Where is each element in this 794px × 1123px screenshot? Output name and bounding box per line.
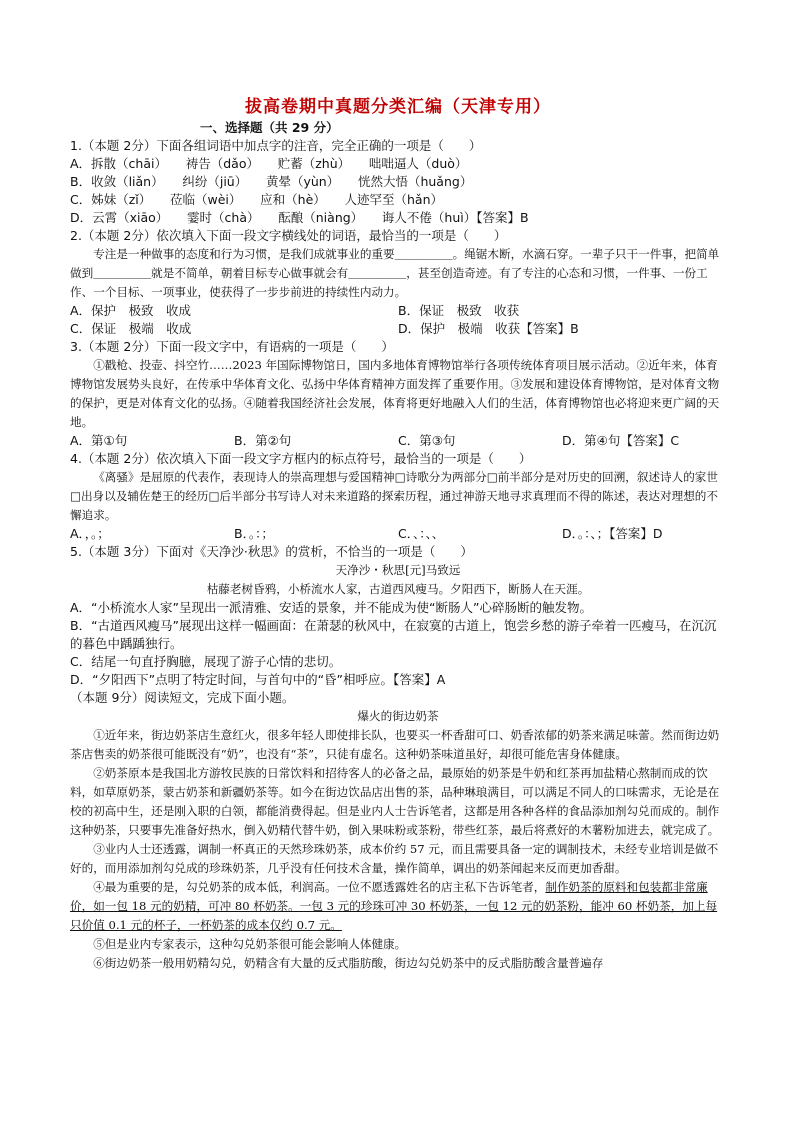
document-page (70, 92, 726, 973)
question-4-option-a: A．，。； (70, 526, 110, 541)
question-5-option-c: C．结尾一句直抒胸臆，展现了游子心情的悲切。 (70, 654, 342, 669)
question-2-option-b: B．保证 极致 收获 (398, 303, 520, 318)
question-5-option-b: B．“古道西风瘦马”展现出这样一幅画面：在萧瑟的秋风中，在寂寞的古道上，饱尝乡愁的游子牵着一匹瘦马，在沉沉的暮色中踽踽独行。 (70, 618, 717, 651)
question-2-option-d: D．保护 极端 收获【答案】B (398, 321, 579, 336)
poem-text: 枯藤老树昏鸦，小桥流水人家，古道西风瘦马。夕阳西下，断肠人在天涯。 (206, 582, 590, 596)
question-3-option-d: D．第④句【答案】C (562, 433, 680, 448)
question-1-stem: 1.（本题 2分）下面各组词语中加点字的注音，完全正确的一项是（ ） (70, 138, 482, 153)
reading-paragraph-6: ⑥街边奶茶一般用奶精勾兑，奶精含有大量的反式脂肪酸，街边勾兑奶茶中的反式脂肪酸含量普遍存 (93, 956, 604, 970)
question-1-option-d: D．云霄（xiāo） 霎时（chà） 酝酿（niàng） 诲人不倦（huì）【答案】B (70, 210, 529, 225)
section-heading: 一、选择题（共 29 分） (200, 120, 339, 135)
question-2-option-c: C．保证 极端 收成 (70, 321, 192, 336)
reading-paragraph-5: ⑤但是业内专家表示，这种勾兑奶茶很可能会影响人体健康。 (93, 937, 407, 951)
reading-paragraph-4 (70, 878, 726, 935)
reading-paragraph-4-underlined: 制作奶茶的原料和包装都非常廉价，如一包 18 元的奶精，可冲 80 杯奶茶。一包 3 元的珍珠可冲 30 杯奶茶，一包 12 元的奶茶粉，能冲 60 杯奶茶，加上每只价值 0.1 元的杯子，一杯奶茶的成本仅约 0.7 元。 (70, 880, 718, 932)
document-title: 拔高卷期中真题分类汇编（天津专用） (245, 97, 551, 117)
question-3-options (70, 432, 726, 450)
question-1-option-a: A．拆散（chāi） 祷告（dǎo） 贮蓄（zhù） 咄咄逼人（duò） (70, 156, 468, 171)
reading-title: 爆火的街边奶茶 (357, 709, 439, 723)
poem-title: 天净沙・秋思[元]马致远 (335, 563, 461, 577)
question-4-option-b: B．。：； (234, 526, 274, 541)
reading-paragraph-4-lead: ④最为重要的是，勾兑奶茶的成本低，利润高。一位不愿透露姓名的店主私下告诉笔者， (93, 880, 546, 894)
question-4-option-d: D．。：、；【答案】D (562, 526, 663, 541)
question-1-option-b: B．收敛（liǎn） 纠纷（jiū） 黄晕（yùn） 恍然大悟（huǎng） (70, 174, 473, 189)
question-2-option-a: A．保护 极致 收成 (70, 303, 192, 318)
question-3-passage: ①戳枪、投壶、抖空竹……2023 年国际博物馆日，国内多地体育博物馆举行各项传统体育项目展示活动。②近年来，体育博物馆发展势头良好，在传承中华体育文化、弘扬中华体育精神方面发挥了重要作用。③发展和建设体育博物馆，是对体育文物的保护，更是对体育文化的弘扬。④随着我国经济社会发展，体育将更好地融入人们的生活，体育博物馆也必将迎来更广阔的天地。 (70, 358, 720, 429)
reading-paragraph-1: ①近年来，街边奶茶店生意红火，很多年轻人即使排长队，也要买一杯香甜可口、奶香浓郁的奶茶来满足味蕾。然而街边奶茶店售卖的奶茶很可能既没有“奶”，也没有“茶”，只徒有虚名。这种奶茶味道虽好，却很可能危害身体健康。 (70, 728, 720, 761)
question-4-passage: 《离骚》是屈原的代表作，表现诗人的崇高理想与爱国精神□诗歌分为两部分□前半部分是对历史的回溯，叙述诗人的家世□出身以及辅佐楚王的经历□后半部分书写诗人对未来道路的探索历程，通过神游天地寻求真理而不得的陈述，表达对理想的不懈追求。 (70, 470, 718, 522)
question-3-option-c: C．第③句 (398, 433, 456, 448)
reading-paragraph-2: ②奶茶原本是我国北方游牧民族的日常饮料和招待客人的必备之品，最原始的奶茶是牛奶和红茶再加盐精心熬制而成的饮料，如草原奶茶，蒙古奶茶和新疆奶茶等。如今在街边饮品店出售的茶，品种琳琅满目，可以满足不同人的口味需求，无论是在校的初高中生，还是刚入职的白领，都能消费得起。但是业内人士告诉笔者，这都是用各种各样的食品添加剂勾兑而成的。制作这种奶茶，只要事先准备好热水，倒入奶精代替牛奶，倒入果味粉或茶粉，带些红茶，最后将煮好的木薯粉加进去，就完成了。 (70, 766, 720, 837)
question-3-stem: 3.（本题 2分）下面一段文字中，有语病的一项是（ ） (70, 339, 394, 354)
reading-paragraph-3: ③业内人士还透露，调制一杯真正的天然珍珠奶茶，成本价约 57 元，而且需要具备一定的调制技术，未经专业培训是做不好的，而用添加剂勾兑成的珍珠奶茶，几乎没有任何技术含量，操作简单，调出的奶茶闻起来反而更加香甜。 (70, 842, 719, 875)
question-2-options-row-2 (70, 320, 726, 338)
question-1-option-c: C．姊妹（zǐ） 莅临（wèi） 应和（hè） 人迹罕至（hǎn） (70, 192, 444, 207)
question-5-option-d: D．“夕阳西下”点明了特定时间，与首句中的“昏”相呼应。【答案】A (70, 672, 446, 687)
question-2-passage: 专注是一种做事的态度和行为习惯，是我们成就事业的重要＿＿＿＿＿。绳锯木断，水滴石穿。一辈子只干一件事，把简单做到＿＿＿＿＿就是不简单，朝着目标专心做事就会有＿＿＿＿＿，甚至创造奇迹。有了专注的心态和习惯，一件事、一份工作、一个目标、一项事业，使获得了一步步前进的持续性内动力。 (70, 247, 720, 299)
question-3-option-b: B．第②句 (234, 433, 292, 448)
question-4-stem: 4.（本题 2分）依次填入下面一段文字方框内的标点符号，最恰当的一项是（ ） (70, 451, 532, 466)
question-4-option-c: C．、：、、 (398, 526, 445, 541)
reading-stem: （本题 9分）阅读短文，完成下面小题。 (70, 690, 295, 705)
question-4-options (70, 525, 726, 543)
question-2-options-row-1 (70, 302, 726, 320)
question-2-stem: 2.（本题 2分）依次填入下面一段文字横线处的词语，最恰当的一项是（ ） (70, 228, 507, 243)
question-3-option-a: A．第①句 (70, 433, 128, 448)
question-5-option-a: A．“小桥流水人家”呈现出一派清雅、安适的景象，并不能成为使“断肠人”心碎肠断的触发物。 (70, 600, 592, 615)
question-5-stem: 5.（本题 3分）下面对《天净沙·秋思》的赏析，不恰当的一项是（ ） (70, 544, 473, 559)
